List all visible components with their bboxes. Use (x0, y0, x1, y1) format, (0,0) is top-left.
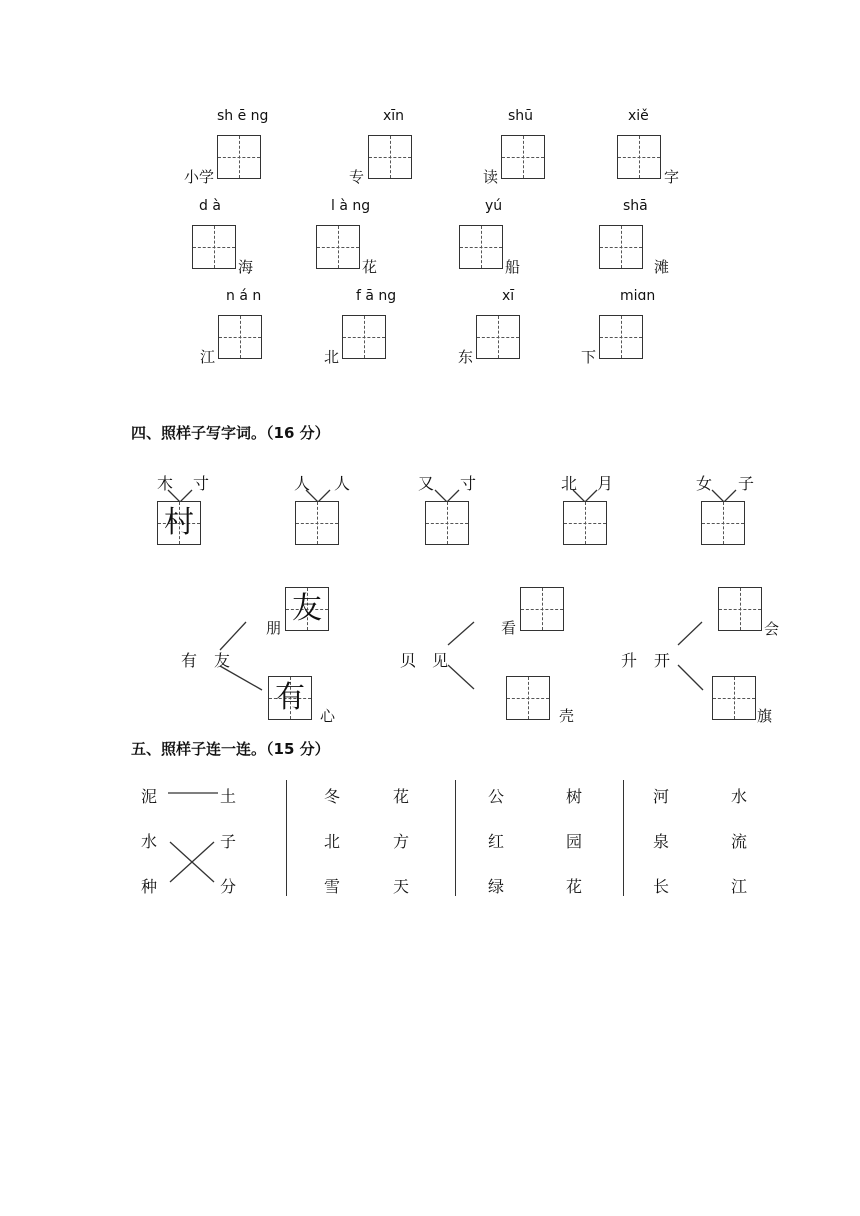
word-hint: 东 (458, 348, 474, 366)
answer-char (564, 502, 606, 544)
component-char: 人 (334, 474, 351, 493)
component-char: 人 (294, 474, 311, 493)
answer-box[interactable] (157, 501, 201, 545)
column-divider (623, 780, 624, 896)
match-right-char[interactable]: 流 (731, 832, 748, 851)
pinyin-label: f ā ng (356, 288, 397, 304)
match-left-char[interactable]: 冬 (324, 787, 341, 806)
pinyin-label: xiě (628, 108, 649, 124)
answer-char (426, 502, 468, 544)
word-hint: 专 (349, 168, 365, 186)
root-char: 见 (432, 651, 449, 670)
word-hint: 北 (324, 348, 340, 366)
answer-box[interactable] (520, 587, 564, 631)
pinyin-label: n á n (226, 288, 262, 304)
answer-char (296, 502, 338, 544)
column-divider (455, 780, 456, 896)
pinyin-label: miɑn (620, 288, 656, 304)
answer-char (702, 502, 744, 544)
answer-box[interactable] (268, 676, 312, 720)
answer-box[interactable] (718, 587, 762, 631)
pinyin-label: shā (623, 198, 648, 214)
match-right-char[interactable]: 子 (220, 832, 237, 851)
word-hint: 海 (238, 258, 254, 276)
component-char: 女 (696, 474, 713, 493)
pinyin-label: yú (485, 198, 503, 214)
pinyin-label: shū (508, 108, 534, 124)
pinyin-label: xī (502, 288, 515, 304)
answer-char: 村 (164, 505, 194, 540)
match-left-char[interactable]: 水 (141, 832, 158, 851)
answer-char (521, 588, 563, 630)
match-right-char[interactable]: 花 (393, 787, 410, 806)
word-hint: 心 (320, 707, 336, 725)
match-right-char[interactable]: 方 (393, 832, 410, 851)
section-4-title: 四、照样子写字词。（16 分） (131, 424, 330, 442)
answer-box[interactable] (285, 587, 329, 631)
match-left-char[interactable]: 泥 (141, 787, 158, 806)
component-char: 月 (597, 474, 614, 493)
word-hint: 壳 (559, 707, 575, 725)
root-char: 友 (214, 651, 231, 670)
root-char: 升 (621, 651, 638, 670)
root-char: 贝 (400, 651, 417, 670)
component-char: 寸 (460, 474, 477, 493)
match-right-char[interactable]: 土 (220, 787, 237, 806)
match-left-char[interactable]: 绿 (488, 877, 505, 896)
word-hint: 读 (483, 168, 499, 186)
match-right-char[interactable]: 园 (566, 832, 583, 851)
match-left-char[interactable]: 雪 (324, 877, 341, 896)
component-char: 寸 (193, 474, 210, 493)
root-char: 有 (181, 651, 198, 670)
answer-box[interactable] (506, 676, 550, 720)
word-hint: 旗 (757, 707, 773, 725)
answer-char: 有 (275, 680, 305, 715)
answer-char (719, 588, 761, 630)
answer-char: 友 (292, 591, 322, 626)
match-left-char[interactable]: 红 (488, 832, 505, 851)
answer-box[interactable] (701, 501, 745, 545)
match-right-char[interactable]: 天 (393, 877, 410, 896)
answer-box[interactable] (712, 676, 756, 720)
pinyin-label: xīn (383, 108, 405, 124)
match-left-char[interactable]: 公 (488, 787, 505, 806)
match-left-char[interactable]: 长 (653, 877, 670, 896)
match-left-char[interactable]: 泉 (653, 832, 670, 851)
word-hint: 朋 (266, 619, 282, 637)
match-right-char[interactable]: 水 (731, 787, 748, 806)
pinyin-label: l à ng (331, 198, 371, 214)
word-hint: 会 (764, 620, 780, 638)
answer-char (507, 677, 549, 719)
root-char: 开 (654, 651, 671, 670)
answer-box[interactable] (295, 501, 339, 545)
component-char: 又 (418, 474, 435, 493)
match-right-char[interactable]: 分 (220, 877, 237, 896)
word-hint: 字 (664, 168, 680, 186)
component-char: 子 (738, 474, 755, 493)
word-hint: 下 (581, 348, 597, 366)
word-hint: 看 (501, 619, 517, 637)
column-divider (286, 780, 287, 896)
word-hint: 花 (362, 258, 378, 276)
pinyin-label: sh ē ng (217, 108, 269, 124)
answer-box[interactable] (563, 501, 607, 545)
match-right-char[interactable]: 花 (566, 877, 583, 896)
answer-char (713, 677, 755, 719)
word-hint: 船 (505, 258, 521, 276)
match-right-char[interactable]: 树 (566, 787, 583, 806)
word-hint: 滩 (654, 258, 670, 276)
match-left-char[interactable]: 种 (141, 877, 158, 896)
pinyin-label: d à (199, 198, 221, 214)
word-hint: 小学 (184, 168, 215, 186)
component-char: 木 (157, 474, 174, 493)
match-left-char[interactable]: 北 (324, 832, 341, 851)
answer-box[interactable] (425, 501, 469, 545)
word-hint: 江 (200, 348, 216, 366)
match-right-char[interactable]: 江 (731, 877, 748, 896)
component-char: 北 (561, 474, 578, 493)
section-5-title: 五、照样子连一连。（15 分） (131, 740, 330, 758)
match-left-char[interactable]: 河 (653, 787, 670, 806)
